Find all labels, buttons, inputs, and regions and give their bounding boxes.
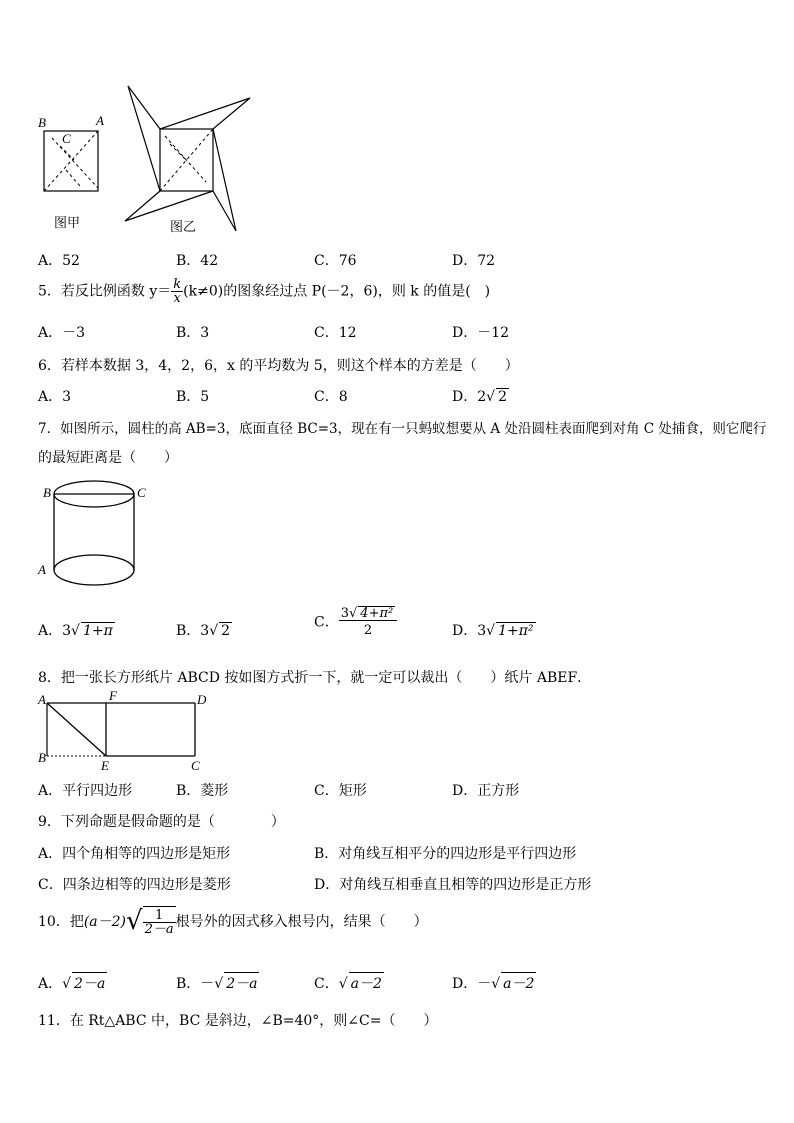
q9-stem: 9．下列命题是假命题的是（ ）	[38, 814, 285, 830]
fig-jia-label-b: B	[38, 115, 46, 130]
q10-factor: (a－2)	[83, 914, 127, 930]
q8-option-a: A．平行四边形	[38, 783, 133, 799]
q8-option-b: B．菱形	[176, 783, 229, 799]
fold-label-d: D	[197, 692, 207, 707]
fold-label-e: E	[101, 758, 109, 773]
q6-option-c: C．8	[314, 389, 348, 405]
q4-option-c: C．76	[314, 253, 357, 269]
q5-option-c: C．12	[314, 325, 357, 341]
q5-option-a: A．－3	[38, 325, 86, 341]
fig-yi-caption: 图乙	[170, 220, 197, 235]
radical-sign-icon: √	[338, 976, 348, 992]
q7-option-c-num-radicand: 4+π²	[360, 606, 394, 621]
q8-option-c: C．矩形	[314, 783, 367, 799]
q7-option-a-prefix: A．3	[38, 623, 72, 639]
q4-option-d: D．72	[452, 253, 496, 269]
q9-option-d: D．对角线互相垂直且相等的四边形是正方形	[314, 877, 592, 893]
fig-jia-label-a: A	[96, 113, 104, 128]
q6-option-a: A．3	[38, 389, 72, 405]
q10-option-a-prefix: A．	[38, 976, 63, 992]
q10-option-d-radicand: a－2	[501, 972, 536, 993]
q10-stem	[38, 906, 428, 936]
q7-option-d-prefix: D．3	[452, 623, 487, 639]
q9-option-c: C．四条边相等的四边形是菱形	[38, 877, 231, 893]
q10-frac-den: 2－a	[144, 922, 174, 937]
radical-sign-icon: √	[126, 906, 143, 936]
q6-option-d-radicand: 2	[498, 389, 507, 405]
q11-stem: 11．在 Rt△ABC 中，BC 是斜边，∠B=40°，则∠C=（ ）	[38, 1013, 438, 1029]
q4-option-a: A．52	[38, 253, 80, 269]
q7-stem-line2: 的最短距离是（ ）	[38, 450, 178, 466]
q6-option-b: B．5	[176, 389, 210, 405]
radical-sign-icon: √	[486, 389, 496, 405]
q6-option-d-prefix: D．2	[452, 389, 487, 405]
radical-sign-icon: √	[491, 976, 501, 992]
radical-sign-icon: √	[209, 623, 219, 639]
cylinder-label-a: A	[38, 562, 46, 577]
q10-option-d	[452, 972, 536, 993]
fig-jia-label-c: C	[62, 131, 71, 146]
q9-option-a: A．四个角相等的四边形是矩形	[38, 846, 231, 862]
q10-option-a-radicand: 2－a	[72, 972, 107, 993]
q10-option-c-prefix: C．	[314, 976, 339, 992]
cylinder-label-b: B	[43, 485, 51, 500]
fold-label-c: C	[191, 758, 200, 773]
q10-option-c-radicand: a－2	[349, 972, 384, 993]
q10-prefix: 10．把	[38, 914, 84, 930]
q7-option-d-radicand: 1+π²	[498, 623, 534, 639]
q10-option-a	[38, 972, 107, 993]
fold-label-b: B	[38, 750, 46, 765]
q10-frac-num: 1	[143, 909, 176, 923]
q8-stem: 8．把一张长方形纸片 ABCD 按如图方式折一下，就一定可以裁出（ ）纸片 ABEF．	[38, 670, 592, 686]
q7-stem-line1: 7．如图所示，圆柱的高 AB=3，底面直径 BC=3，现在有一只蚂蚁想要从 A 处沿圆柱表面爬到对角 C 处捕食，则它爬行	[38, 421, 767, 437]
fold-label-a: A	[38, 692, 46, 707]
q10-option-c	[314, 972, 384, 993]
q4-option-b: B．42	[176, 253, 219, 269]
q6-stem: 6．若样本数据 3，4，2，6，x 的平均数为 5，则这个样本的方差是（ ）	[38, 358, 519, 374]
radical-sign-icon: √	[349, 606, 358, 621]
q10-option-d-prefix: D．－	[452, 976, 492, 992]
radical-sign-icon: √	[71, 623, 80, 639]
q7-option-c-prefix: C．	[314, 614, 339, 631]
q5-suffix: (k≠0)的图象经过点 P(－2，6)，则 k 的值是( )	[183, 283, 491, 300]
q7-option-c-num-coef: 3	[340, 606, 349, 621]
q10-option-b-prefix: B．－	[176, 976, 215, 992]
radical-sign-icon: √	[62, 976, 72, 992]
cylinder-label-c: C	[137, 485, 146, 500]
q9-option-b: B．对角线互相平分的四边形是平行四边形	[314, 846, 577, 862]
q7-option-b-prefix: B．3	[176, 623, 210, 639]
q5-frac-num: k	[173, 277, 182, 292]
radical-sign-icon: √	[214, 976, 224, 992]
q5-option-b: B．3	[176, 325, 210, 341]
q5-prefix: 5．若反比例函数 y＝	[38, 283, 172, 300]
q5-frac-den: x	[173, 291, 181, 306]
fold-label-f: F	[109, 688, 117, 703]
q7-option-b-radicand: 2	[221, 623, 231, 639]
fig-jia-caption: 图甲	[54, 216, 81, 231]
q7-option-c-den: 2	[363, 623, 373, 638]
radical-sign-icon: √	[486, 623, 496, 639]
q7-option-a-radicand: 1+π	[82, 623, 113, 639]
q8-option-d: D．正方形	[452, 783, 520, 799]
q5-option-d: D．－12	[452, 325, 510, 341]
q10-option-b	[176, 972, 259, 993]
q10-fraction	[143, 906, 176, 936]
q10-option-b-radicand: 2－a	[224, 972, 259, 993]
q10-suffix: 根号外的因式移入根号内，结果（ ）	[175, 914, 428, 930]
